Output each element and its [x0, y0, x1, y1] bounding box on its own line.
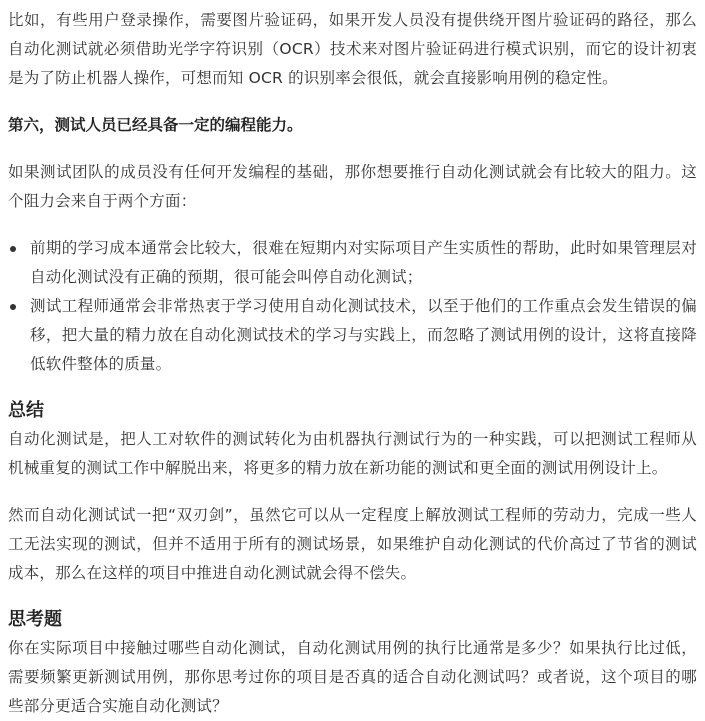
list-item: [8, 234, 697, 292]
bullet-dot-icon: [10, 246, 16, 252]
thinking-heading: 思考题: [8, 609, 62, 630]
bullet-dot-icon: [10, 304, 16, 310]
intro-paragraph: 比如，有些用户登录操作，需要图片验证码，如果开发人员没有提供绕开图片验证码的路径，那么自动化测试就必须借助光学字符识别（OCR）技术来对图片验证码进行模式识别，而它的设计初衷是为了防止机器人操作，可想而知 OCR 的识别率会很低，就会直接影响用例的稳定性。: [8, 11, 697, 87]
summary-paragraph-1: 自动化测试是，把人工对软件的测试转化为由机器执行测试行为的一种实践，可以把测试工程师从机械重复的测试工作中解脱出来，将更多的精力放在新功能的测试和更全面的测试用例设计上。: [8, 430, 697, 477]
summary-heading: 总结: [8, 400, 44, 421]
list-item: [8, 292, 697, 379]
list-item-text: 测试工程师通常会非常热衷于学习使用自动化测试技术，以至于他们的工作重点会发生错误的偏移，把大量的精力放在自动化测试技术的学习与实践上，而忽略了测试用例的设计，这将直接降低软件整体的质量。: [30, 297, 697, 373]
point-six-heading: 第六，测试人员已经具备一定的编程能力。: [8, 116, 303, 134]
bullet-list: [8, 234, 697, 379]
summary-paragraph-2: 然而自动化测试试一把“双刃剑”，虽然它可以从一定程度上解放测试工程师的劳动力，完成一些人工无法实现的测试，但并不适用于所有的测试场景，如果维护自动化测试的代价高过了节省的测试成本，那么在这样的项目中推进自动化测试就会得不偿失。: [8, 506, 697, 582]
list-item-text: 前期的学习成本通常会比较大，很难在短期内对实际项目产生实质性的帮助，此时如果管理层对自动化测试没有正确的预期，很可能会叫停自动化测试；: [30, 239, 697, 286]
thinking-paragraph: 你在实际项目中接触过哪些自动化测试，自动化测试用例的执行比通常是多少？如果执行比过低，需要频繁更新测试用例，那你思考过你的项目是否真的适合自动化测试吗？或者说，这个项目的哪些部分更适合实施自动化测试？: [8, 639, 697, 715]
point-six-paragraph: 如果测试团队的成员没有任何开发编程的基础，那你想要推行自动化测试就会有比较大的阻力。这个阻力会来自于两个方面：: [8, 163, 697, 210]
